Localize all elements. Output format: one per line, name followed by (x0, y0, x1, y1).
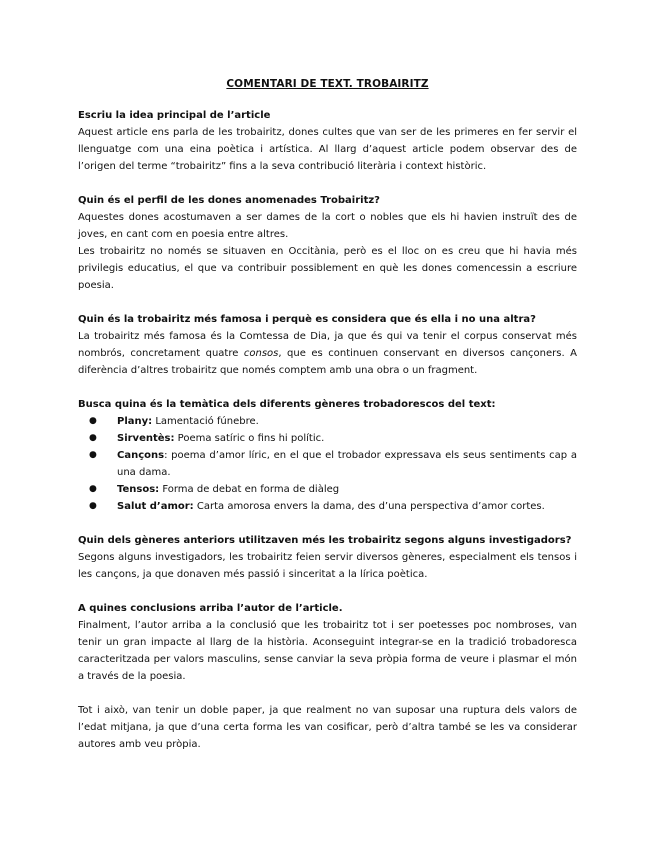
genre-description: Carta amorosa envers la dama, des d’una perspectiva d’amor cortes. (193, 501, 545, 512)
question-heading: Escriu la idea principal de l’article (78, 110, 271, 121)
question-heading: Quin és la trobairitz més famosa i perquè es considera que és ella i no una altra? (78, 314, 536, 325)
genre-list-item (78, 430, 577, 447)
section-conclusions (78, 600, 577, 685)
bullet-icon: ● (89, 484, 97, 494)
answer-paragraph: Finalment, l’autor arriba a la conclusió que les trobairitz tot i ser poetesses poc nombroses, van tenir un gran impacte al llarg de la història. Aconseguint integrar-se en la tradició trobadoresca caracteritzada per valors masculins, sense canviar la seva pròpia forma de veure i plasmar el món a través de la poesia. (78, 620, 577, 682)
genre-term: Tensos: (117, 484, 160, 495)
answer-text: , que es continuen conservant en diversos cançoners. A diferència d’altres trobairitz que només comptem amb una obra o un fragment. (78, 348, 577, 376)
genre-list-item (78, 481, 577, 498)
document-title: COMENTARI DE TEXT. TROBAIRITZ (226, 78, 429, 90)
answer-paragraph: Aquest article ens parla de les trobairitz, dones cultes que van ser de les primeres en fer servir el llenguatge com una eina poètica i artística. Al llarg d’aquest article podem observar des de l’origen del terme “trobairitz” fins a la seva contribució literària i context històric. (78, 127, 577, 172)
question-heading: Quin és el perfil de les dones anomenades Trobairitz? (78, 195, 380, 206)
answer-paragraph (78, 328, 577, 379)
genre-description: Lamentació fúnebre. (152, 416, 259, 427)
genre-description: : poema d’amor líric, en el que el trobador expressava els seus sentiments cap a una dama. (117, 450, 577, 478)
section-main-idea (78, 107, 577, 175)
genre-list-item (78, 447, 577, 481)
bullet-icon: ● (89, 450, 97, 460)
genre-term: Sirventès: (117, 433, 175, 444)
question-heading: Quin dels gèneres anteriors utilitzaven més les trobairitz segons alguns investigadors? (78, 535, 572, 546)
question-heading: A quines conclusions arriba l’autor de l’article. (78, 603, 343, 614)
genre-list-item (78, 498, 577, 515)
answer-paragraph: Les trobairitz no només se situaven en Occitània, però es el lloc on es creu que hi havia més privilegis educatius, el que va contribuir possiblement en què les dones comencessin a escriure poesia. (78, 246, 577, 291)
section-genres (78, 396, 577, 515)
genre-term: Salut d’amor: (117, 501, 194, 512)
answer-paragraph: Aquestes dones acostumaven a ser dames de la cort o nobles que els hi havien instruït des de joves, en cant com en poesia entre altres. (78, 212, 577, 240)
section-most-famous (78, 311, 577, 379)
section-closing (78, 702, 577, 753)
genre-term: Plany: (117, 416, 153, 427)
genre-description: Poema satíric o fins hi polític. (174, 433, 325, 444)
section-most-used-genres (78, 532, 577, 583)
bullet-icon: ● (89, 416, 97, 426)
answer-paragraph: Segons alguns investigadors, les trobairitz feien servir diversos gèneres, especialment els tensos i les cançons, ja que donaven més passió i sinceritat a la lírica poètica. (78, 552, 577, 580)
answer-text: La trobairitz més famosa és la Comtessa de Dia, ja que és qui va tenir el corpus conservat més nombrós, concretament quatre (78, 331, 577, 359)
italic-term: consos (243, 348, 279, 359)
bullet-icon: ● (89, 433, 97, 443)
genre-list-item (78, 413, 577, 430)
genre-list (78, 413, 577, 515)
bullet-icon: ● (89, 501, 97, 511)
genre-description: Forma de debat en forma de diàleg (159, 484, 340, 495)
section-profile (78, 192, 577, 294)
question-heading: Busca quina és la temàtica dels diferents gèneres trobadorescos del text: (78, 399, 496, 410)
genre-term: Cançons (117, 450, 165, 461)
closing-paragraph: Tot i això, van tenir un doble paper, ja que realment no van suposar una ruptura dels valors de l’edat mitjana, ja que d’una certa forma les van cosificar, però d’altra també se les va considerar autores amb veu pròpia. (78, 705, 577, 750)
